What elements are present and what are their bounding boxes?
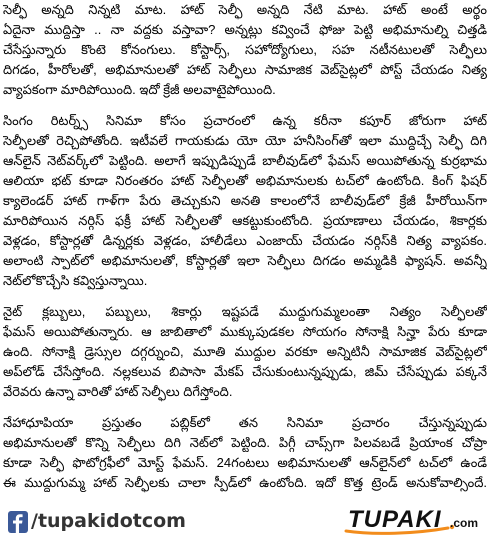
article-line: వేరెవరు ఉన్నా వారితో హాట్ సెల్ఫీలు దిగేస్తోంది. xyxy=(3,384,233,399)
facebook-handle: /tupakidotcom xyxy=(31,510,186,532)
paragraph-3 xyxy=(3,302,487,402)
article-line: అభిమానులతో కొన్ని సెల్ఫీలు దిగి నెట్‌లో పెట్టింది. పిగ్గీ చాప్స్‌గా పిలవబడే ప్రియాంక చోప్రా xyxy=(3,435,487,450)
article-line: అప్‌లోడ్ చేసేస్తోంది. నల్లకలువ బిపాసా మేకప్ చేసుకుంటున్నప్పుడు, జిమ్ చేసేప్పుడు పక్కనే xyxy=(3,364,487,379)
article-line: నేహాధూపియా ప్రస్తుతం పబ్లిక్‌లో తన సినిమా ప్రచారం చేస్తున్నప్పుడు xyxy=(3,415,487,430)
article-line: ఆన్‌లైన్ నెట్‌వర్క్‌లో పెట్టింది. అలాగే ఇప్పుడిప్పుడే బాలీవుడ్‌లో ఫేమస్ అయిపోతున్న కుర్రభామ xyxy=(3,153,487,168)
article-body xyxy=(3,0,487,498)
article-line: నెట్‌లోకొచ్చేసి కవ్విస్తున్నాయి. xyxy=(3,273,148,288)
article-line: చేసేస్తున్నారు కొంటె కోనంగులు. కోస్టార్స్, సహోద్యోగులు, సహ నటీనటులతో సెల్ఫీలు xyxy=(3,42,487,57)
article-line: ఉంది. సోనాక్షి డ్రెస్సుల దగ్గర్నుంచి, మూతి ముద్దుల వరకూ అన్నిటినీ సామాజిక వెబ్‌సైట్లలో xyxy=(3,344,487,359)
article-line: సింగం రిటర్న్స్ సినిమా కోసం ప్రచారంలో ఉన్న కరీనా కపూర్ జోరుగా హాట్ xyxy=(3,113,487,128)
article-line: ఫేమస్ అయిపోతున్నారు. ఆ జాబితాలో ముక్కుపుడకల సోయగం సోనాక్షి సిన్హా పేరు కూడా xyxy=(3,324,487,339)
article-line: ఏదైనా ముద్దిస్తా .. నా వద్దకు వస్తావా? అన్నట్లు కవ్వించే ఫోజు పెట్టి అభిమానుల్ని చిత్తడి xyxy=(3,22,487,37)
article-line: కూడా సెల్ఫీ ఫొటోగ్రఫీలో మోస్ట్ ఫేమస్. 24గంటలు అభిమానులతో ఆన్‌లైన్‌లో టచ్‌లో ఉండే xyxy=(3,455,487,470)
article-line: వ్యాపకంగా మారిపోయింది. ఇదో క్రేజీ అలవాటైపోయింది. xyxy=(3,82,276,97)
article-line: అలాంటి స్పాట్‌లో అభిమానులతో, కోస్టార్లతో ఇలా సెల్ఫీలు దిగడం అమ్మడికి ఫ్యాషన్. అవన్నీ xyxy=(3,253,487,268)
article-line: సెల్ఫీ అన్నది నిన్నటి మాట. హాట్ సెల్ఫీ అన్నది నేటి మాట. హాట్ అంటే అర్థం xyxy=(3,2,487,17)
facebook-icon xyxy=(8,511,28,533)
article-line: సెల్ఫీలతో రెచ్చిపోతోంది. ఇటీవలే గాయకుడు యో యో హనీసింగ్‌తో ఇలా ముద్దిచ్చే సెల్ఫీ దిగి xyxy=(3,133,487,148)
article-line: నైట్ క్లబ్బులు, పబ్బులు, శికార్లు ఇష్టపడే ముద్దుగుమ్మలంతా నిత్యం సెల్ఫీలతో xyxy=(3,304,487,319)
article-line: దిగడం, హీరోలతో, అభిమానులతో హాట్ సెల్ఫీలు సామాజిక వెబ్‌సైట్లలో పోస్ట్ చేయడం నిత్య xyxy=(3,62,487,77)
logo-suffix: .com xyxy=(450,516,479,530)
paragraph-4 xyxy=(3,413,487,493)
tupaki-logo xyxy=(344,504,486,536)
article-line: మారిపోయిన నర్గిస్ ఫక్రీ హాట్ సెల్ఫీలతో ఆకట్టుకుంటోంది. ప్రయాణాలు చేయడం, శికార్లకు xyxy=(3,213,487,228)
article-line: వెళ్లడం, కోస్టార్లతో డిన్నర్లకు వెళ్లడం, హాలీడేలు ఎంజాయ్ చేయడం నర్గిస్‌కి నిత్య వ్యాపకం. xyxy=(3,233,487,248)
footer-branding xyxy=(0,500,490,538)
paragraph-1 xyxy=(3,0,487,100)
article-line: ఈ ముద్దుగుమ్మ హాట్ సెల్ఫీలకు చాలా స్పీడ్‌లో ఉంటోంది. ఇదో కొత్త ట్రెండ్ అనుకోవాల్సిందే. xyxy=(3,475,487,490)
paragraph-2 xyxy=(3,111,487,291)
article-line: ఆలియా భట్ కూడా నిరంతరం హాట్ సెల్ఫీలతో అభిమానులకు టచ్‌లో ఉంటోంది. కింగ్ ఫిషర్ xyxy=(3,173,487,188)
logo-text: TUPAKI xyxy=(348,506,442,533)
article-line: క్యాలెండర్ హాట్ గాళ్‌గా పేరు తెచ్చుకుని అనతి కాలంలోనే బాలీవుడ్‌లో క్రేజీ హీరోయిన్‌గా xyxy=(3,193,487,208)
